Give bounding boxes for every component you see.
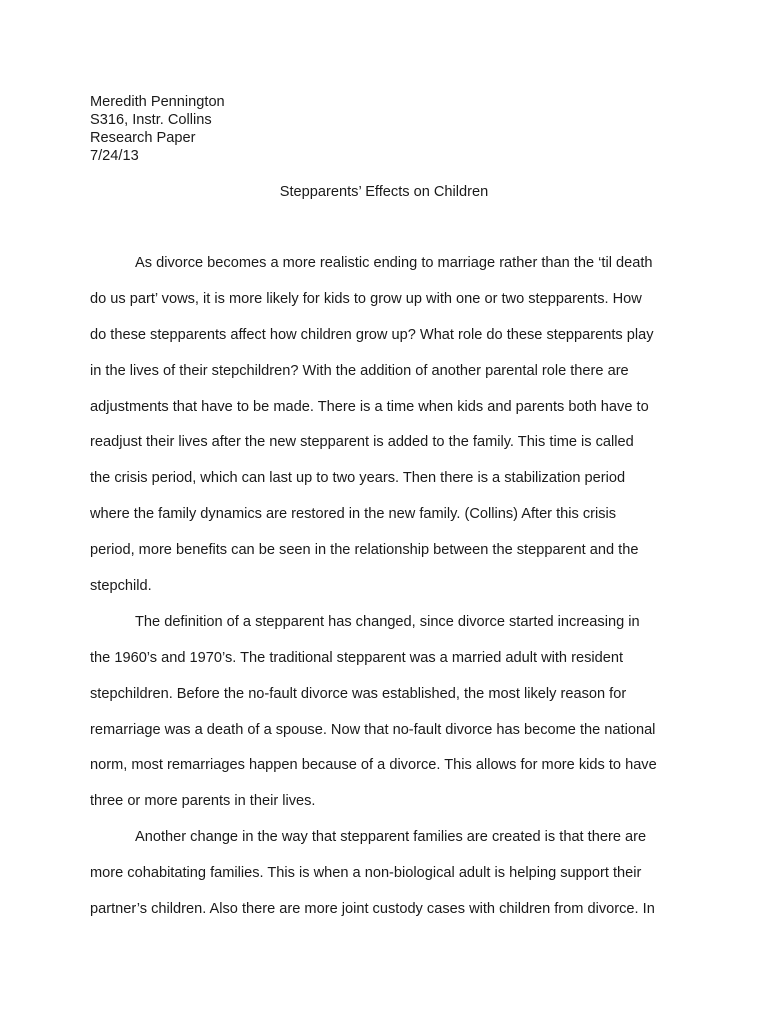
body-line: norm, most remarriages happen because of a divorce. This allows for more kids to have — [90, 757, 657, 774]
body-line: partner’s children. Also there are more joint custody cases with children from divorce. In — [90, 901, 655, 918]
body-line: three or more parents in their lives. — [90, 793, 316, 810]
author-name: Meredith Pennington — [90, 94, 225, 110]
document-date: 7/24/13 — [90, 148, 139, 164]
body-line: Another change in the way that stepparent families are created is that there are — [135, 829, 647, 846]
body-line: As divorce becomes a more realistic ending to marriage rather than the ‘til death — [135, 255, 653, 271]
paper-title: Stepparents’ Effects on Children — [279, 184, 489, 200]
body-line: stepchildren. Before the no-fault divorce was established, the most likely reason for — [90, 685, 627, 702]
body-line: in the lives of their stepchildren? With the addition of another parental role there are — [90, 362, 629, 379]
body-line: remarriage was a death of a spouse. Now that no-fault divorce has become the national — [90, 721, 656, 738]
body-line: adjustments that have to be made. There is a time when kids and parents both have to — [90, 398, 649, 415]
body-line: readjust their lives after the new stepparent is added to the family. This time is called — [90, 434, 634, 451]
document-type: Research Paper — [90, 130, 196, 146]
body-line: The definition of a stepparent has changed, since divorce started increasing in — [135, 613, 640, 630]
body-line: where the family dynamics are restored in the new family. (Collins) After this crisis — [90, 506, 617, 523]
body-line: stepchild. — [90, 578, 152, 595]
body-line: period, more benefits can be seen in the relationship between the stepparent and the — [90, 542, 639, 559]
body-line: the crisis period, which can last up to two years. Then there is a stabilization period — [90, 470, 626, 487]
body-text — [90, 252, 690, 934]
body-line: do these stepparents affect how children grow up? What role do these stepparents play — [90, 326, 654, 343]
document-header — [90, 93, 225, 165]
body-line: do us part’ vows, it is more likely for kids to grow up with one or two stepparents. How — [90, 290, 642, 307]
body-line: more cohabitating families. This is when a non-biological adult is helping support their — [90, 865, 642, 882]
body-line: the 1960’s and 1970’s. The traditional stepparent was a married adult with resident — [90, 649, 624, 666]
course-info: S316, Instr. Collins — [90, 112, 212, 128]
